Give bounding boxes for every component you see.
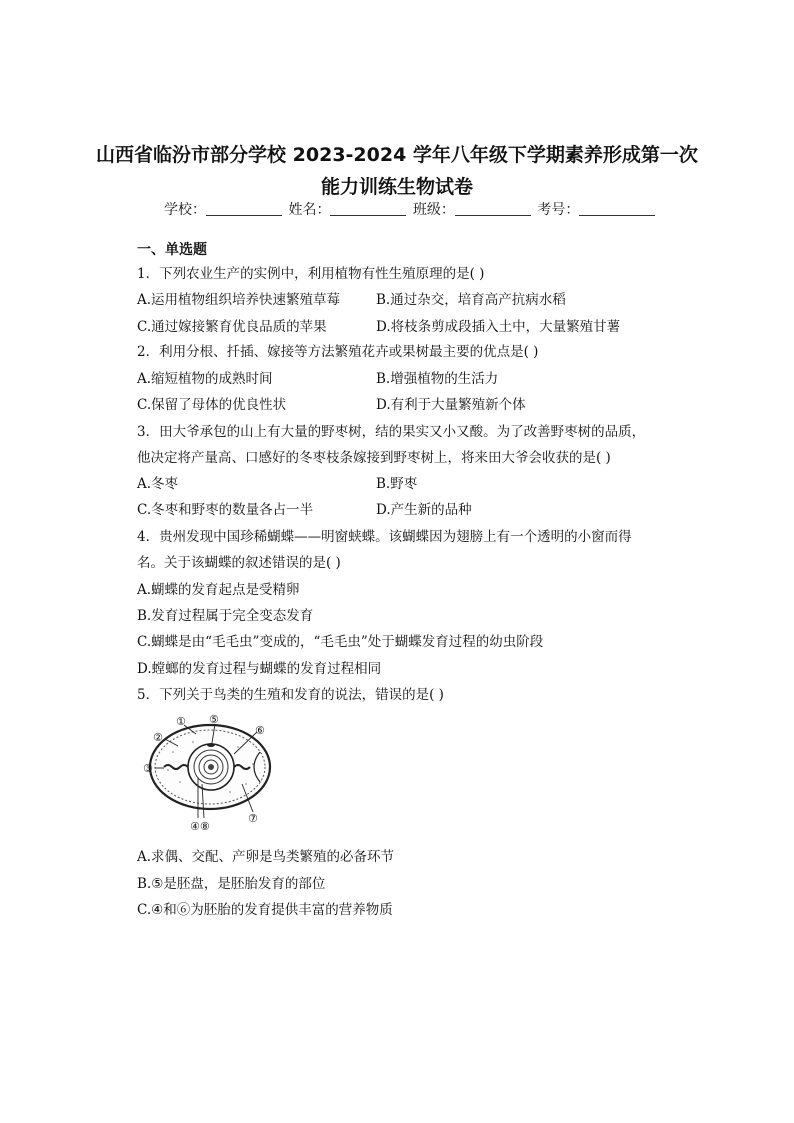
q2-option-d: D.有利于大量繁殖新个体 (376, 397, 526, 413)
name-blank[interactable] (330, 201, 406, 216)
q3-stem-line1: 3．田大爷承包的山上有大量的野枣树，结的果实又小又酸。为了改善野枣树的品质， (137, 424, 646, 440)
label-3: ③ (143, 762, 153, 775)
exam-title-line1: 山西省临汾市部分学校 2023-2024 学年八年级下学期素养形成第一次 (96, 144, 698, 166)
label-5: ⑤ (209, 713, 219, 726)
q5-option-b: B.⑤是胚盘，是胚胎发育的部位 (137, 876, 326, 892)
section-heading: 一、单选题 (137, 242, 207, 258)
label-6: ⑥ (255, 724, 265, 737)
number-label: 考号： (537, 202, 580, 218)
bird-egg-diagram (138, 712, 272, 834)
q4-stem-line2: 名。关于该蝴蝶的叙述错误的是( ) (137, 555, 341, 571)
q1-option-c: C.通过嫁接繁育优良品质的苹果 (137, 319, 327, 335)
germinal-disc (207, 743, 215, 747)
q4-option-b: B.发育过程属于完全变态发育 (137, 608, 314, 624)
number-blank[interactable] (579, 201, 655, 216)
school-label: 学校： (164, 202, 206, 218)
q2-stem: 2．利用分根、扦插、嫁接等方法繁殖花卉或果树最主要的优点是( ) (137, 344, 539, 360)
q2-option-a: A.缩短植物的成熟时间 (137, 371, 273, 387)
q1-option-d: D.将枝条剪成段插入土中，大量繁殖甘薯 (376, 319, 621, 335)
q3-stem-line2: 他决定将产量高、口感好的冬枣枝条嫁接到野枣树上，将来田大爷会收获的是( ) (137, 450, 611, 466)
class-label: 班级： (412, 202, 455, 218)
name-label: 姓名： (288, 202, 331, 218)
q2-option-c: C.保留了母体的优良性状 (137, 397, 287, 413)
q3-option-a: A.冬枣 (137, 476, 179, 492)
label-2: ② (153, 731, 163, 744)
q5-stem: 5．下列关于鸟类的生殖和发育的说法，错误的是( ) (137, 687, 444, 703)
q4-stem-line1: 4．贵州发现中国珍稀蝴蝶——明窗蛱蝶。该蝴蝶因为翅膀上有一个透明的小窗而得 (137, 529, 632, 545)
q4-option-a: A.蝴蝶的发育起点是受精卵 (137, 582, 300, 598)
q3-option-c: C.冬枣和野枣的数量各占一半 (137, 502, 314, 518)
q1-stem: 1．下列农业生产的实例中，利用植物有性生殖原理的是( ) (137, 266, 485, 282)
label-4-8: ④⑧ (190, 820, 210, 833)
student-info-row (164, 199, 657, 219)
q2-option-b: B.增强植物的生活力 (376, 371, 499, 387)
q3-option-d: D.产生新的品种 (376, 502, 472, 518)
q5-option-c: C.④和⑥为胚胎的发育提供丰富的营养物质 (137, 902, 393, 918)
label-1: ① (176, 715, 186, 728)
q5-option-a: A.求偶、交配、产卵是鸟类繁殖的必备环节 (137, 849, 395, 865)
exam-title-line2: 能力训练生物试卷 (320, 176, 473, 198)
school-blank[interactable] (206, 201, 282, 216)
q1-option-a: A.运用植物组织培养快速繁殖草莓 (137, 292, 341, 308)
q1-option-b: B.通过杂交，培育高产抗病水稻 (376, 292, 566, 308)
label-7: ⑦ (248, 812, 258, 825)
q4-option-d: D.螳螂的发育过程与蝴蝶的发育过程相同 (137, 661, 382, 677)
class-blank[interactable] (455, 201, 531, 216)
q4-option-c: C.蝴蝶是由“毛毛虫”变成的，“毛毛虫”处于蝴蝶发育过程的幼虫阶段 (137, 634, 544, 650)
q3-option-b: B.野枣 (376, 476, 418, 492)
